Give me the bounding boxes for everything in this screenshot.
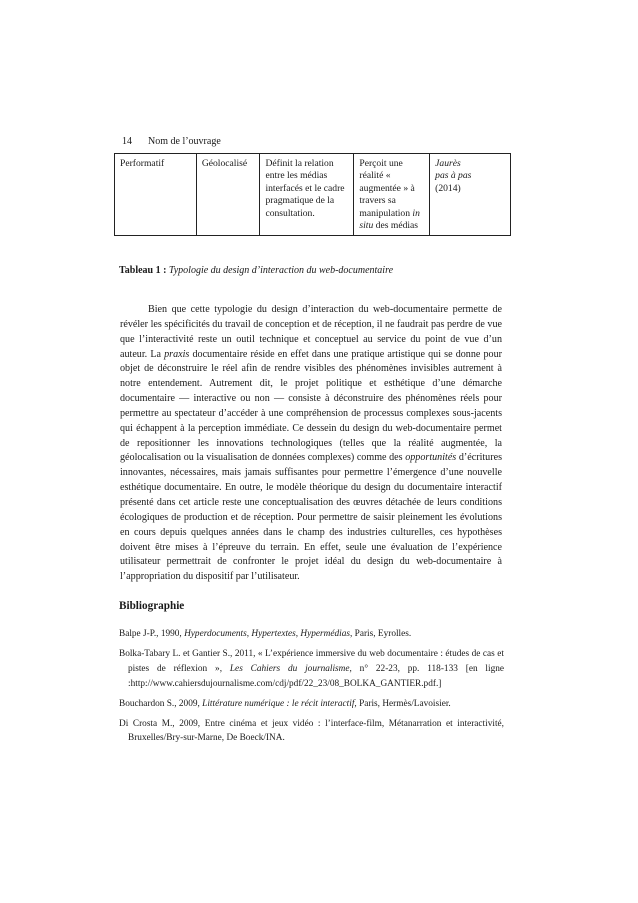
table-cell-design-role: Définit la relation entre les médias interfacés et le cadre pragmatique de la consultation.: [260, 154, 354, 236]
entry-text-end: , n° 22-23, pp. 118-133 [en ligne :http://www.cahiersdujournalisme.com/cdj/pdf/22_23/08_BOLKA_GANTIER.pdf.]: [128, 663, 505, 689]
table-caption: [119, 265, 393, 276]
table-row: [115, 154, 511, 236]
praxis-term: praxis: [164, 348, 190, 360]
opportunites-term: opportunités: [405, 452, 457, 464]
bibliography-entry: [119, 717, 504, 747]
caption-label: Tableau 1 :: [119, 265, 167, 276]
example-year: (2014): [435, 182, 461, 194]
page-number: 14: [122, 136, 132, 147]
paragraph-text-3: d’écritures innovantes, nécessaires, mais jamais suffisantes pour permettre l’émergence d’une nouvelle esthétique documentaire. En outre, le modèle théorique du design du documentaire interactif présenté dans cet article reste une conceptualisation des œuvres détachée de leurs conditions écologiques de production et de réception. Pour permettre de saisir pleinement les évolutions en cours depuis quelques années dans le champ des industries culturelles, ces hypothèses doivent être mises à l’épreuve du terrain. En effet, seule une évaluation de l’expérience utilisateur permettrait de confronter le projet idéal du design du web-documentaire à l’appropriation du dispositif par l’utilisateur.: [120, 452, 502, 583]
entry-title: Les Cahiers du journalisme: [229, 663, 350, 674]
entry-text-end: , Paris, Hermès/Lavoisier.: [354, 698, 451, 709]
body-paragraph: [120, 303, 502, 585]
user-role-text-end: des médias: [375, 220, 419, 232]
typology-table: [114, 153, 511, 236]
paragraph-text-1: Bien que cette typologie du design d’interaction du web-documentaire permette de révéler les spécificités du travail de conception et de réception, il ne faudrait pas perdre de vue que l’interactivité reste un outil technique et conceptuel au service du point de vue d’un auteur. La: [120, 304, 502, 360]
bibliography-entry: [119, 697, 504, 712]
entry-text: Balpe J-P., 1990,: [119, 629, 182, 639]
user-role-text: Perçoit une réalité « augmentée » à travers sa manipulation: [359, 158, 415, 219]
bibliography-list: [119, 627, 504, 751]
caption-text: Typologie du design d’interaction du web-documentaire: [168, 265, 394, 276]
example-title-2: pas à pas: [435, 170, 472, 182]
entry-title: Littérature numérique : le récit interactif: [202, 698, 355, 709]
entry-text: Bolka-Tabary L. et Gantier S., 2011, « L’expérience immersive du web documentaire : études de cas et pistes de réflexion »,: [119, 648, 504, 674]
table-cell-example: [430, 154, 511, 236]
table-cell-modality: Performatif: [115, 154, 197, 236]
example-title-1: Jaurès: [435, 158, 461, 169]
entry-title: Hyperdocuments, Hypertextes, Hypermédias: [184, 629, 351, 639]
entry-text-end: , Paris, Eyrolles.: [350, 629, 412, 639]
entry-text: Bouchardon S., 2009,: [119, 698, 200, 709]
running-head: [122, 136, 221, 147]
bibliography-entry: [119, 627, 504, 642]
user-role-italic: in situ: [359, 207, 420, 232]
paragraph: [120, 303, 502, 585]
book-title: Nom de l’ouvrage: [148, 136, 221, 147]
table-cell-user-role: [354, 154, 430, 236]
table-cell-type: Géolocalisé: [196, 154, 260, 236]
bibliography-entry: [119, 647, 504, 692]
bibliography-heading: Bibliographie: [119, 600, 185, 612]
entry-text: Di Crosta M., 2009, Entre cinéma et jeux vidéo : l’interface-film, Métanarration et interactivité, Bruxelles/Bry-sur-Marne, De Boeck/INA.: [119, 718, 504, 744]
paragraph-text-2: documentaire réside en effet dans une pratique artistique qui se donne pour objet de déconstruire le réel afin de rendre visibles des phénomènes invisibles autrement à notre entendement. Autrement dit, le projet politique et esthétique d’une démarche documentaire — interactive ou non — consiste à déconstruire des phénomènes réels pour permettre au spectateur d’accéder à une compréhension de processus complexes sous-jacents qui échappent à la perception immédiate. Ce dessein du design du web-documentaire permet de repositionner les innovations technologiques (telles que la réalité augmentée, la géolocalisation ou la visualisation de données complexes) comme des: [120, 348, 502, 464]
